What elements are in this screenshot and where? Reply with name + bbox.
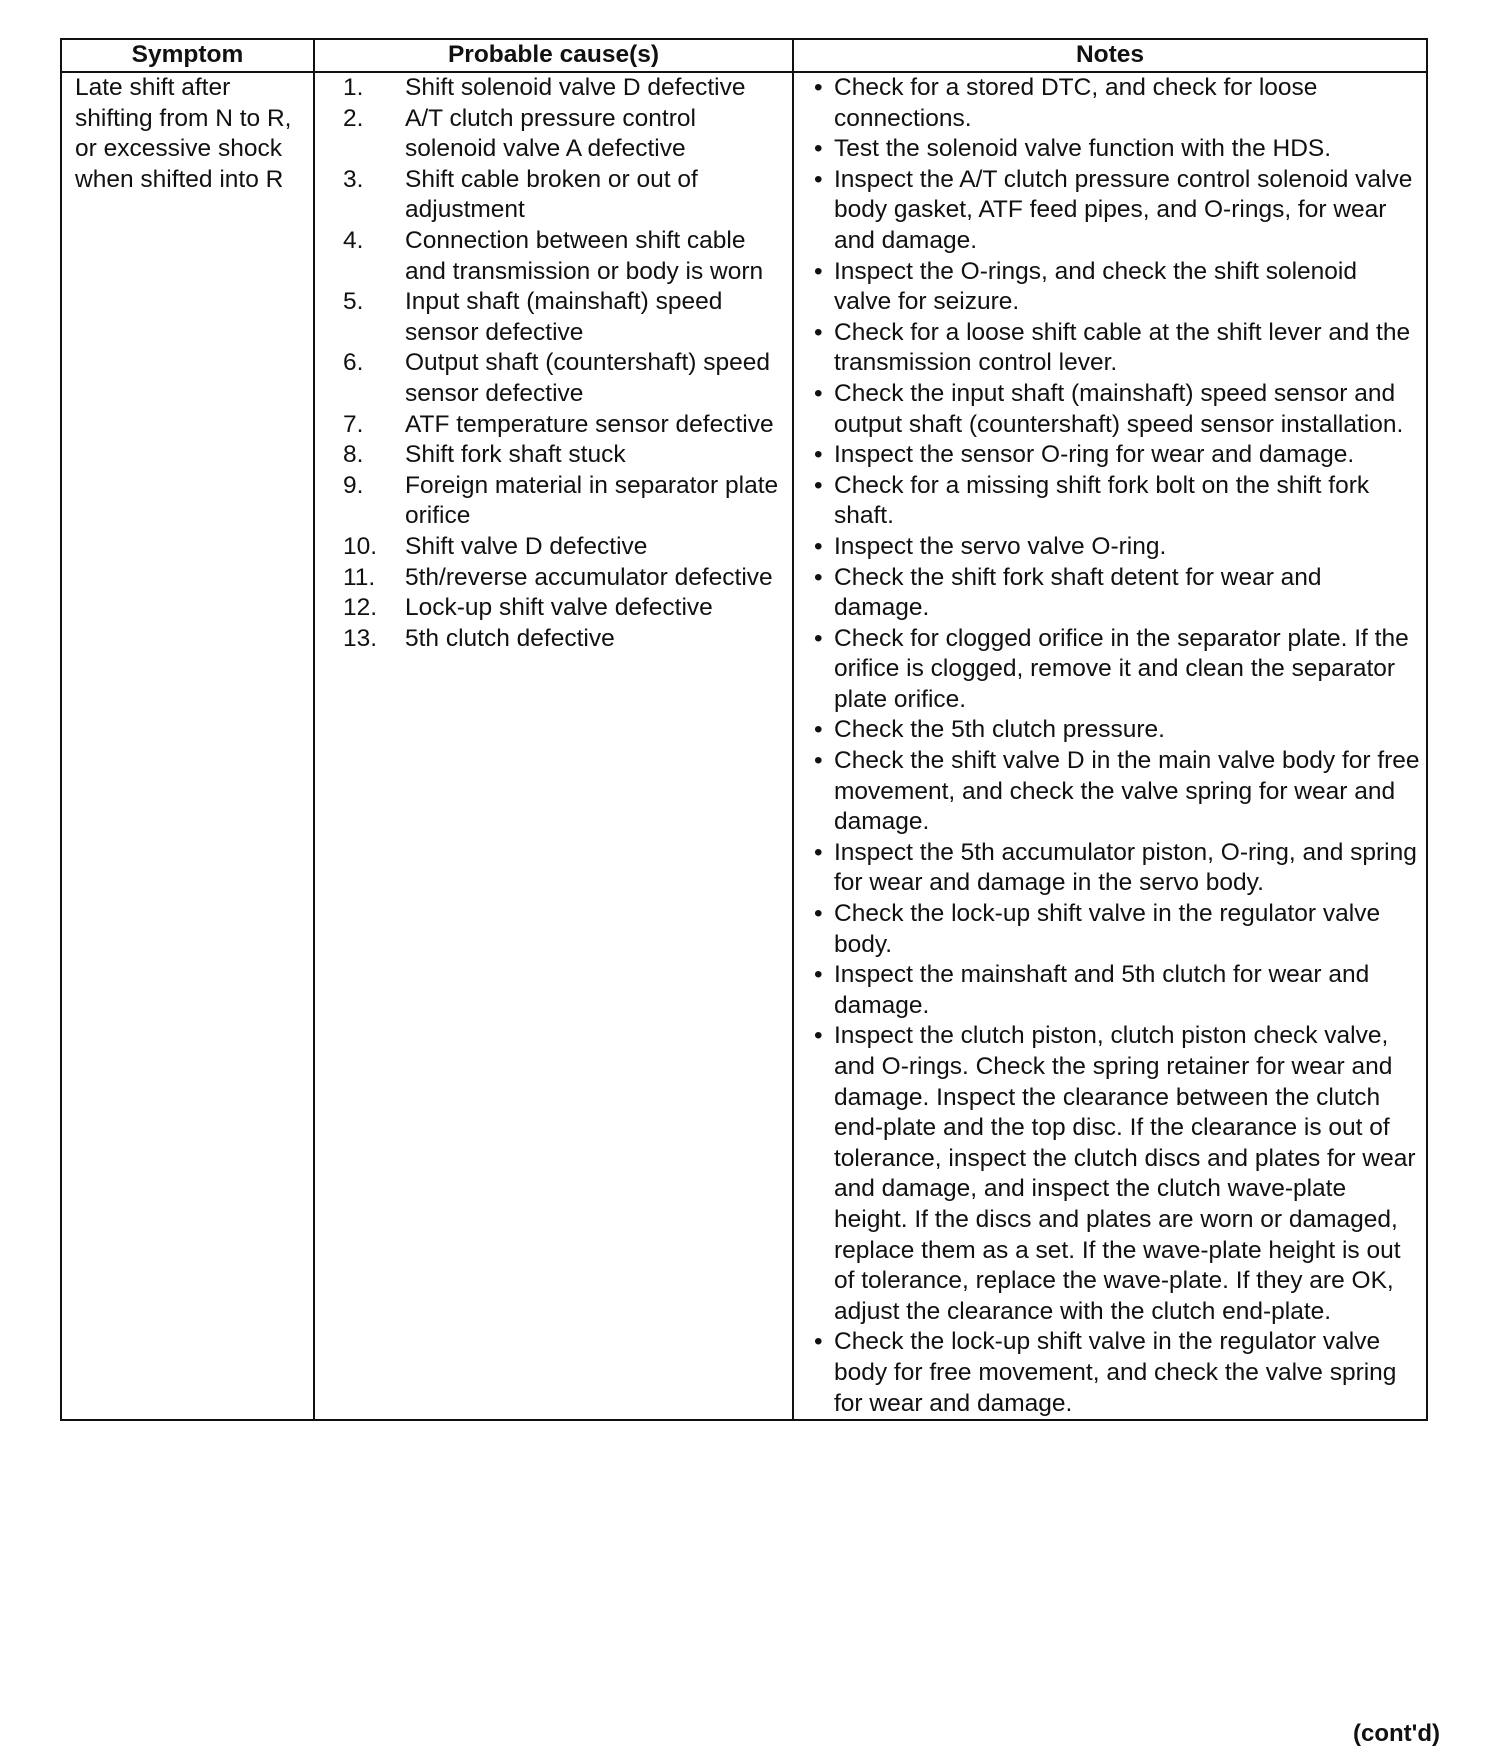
cause-number: 7. — [343, 410, 364, 438]
bullet-icon: • — [814, 624, 823, 652]
header-probable-causes: Probable cause(s) — [314, 39, 793, 72]
note-item — [794, 532, 1420, 563]
cause-number: 9. — [343, 471, 364, 499]
cause-text: Input shaft (mainshaft) speed sensor defective — [405, 288, 723, 346]
cause-item — [315, 410, 788, 441]
cause-item — [315, 471, 788, 532]
cause-text: Shift solenoid valve D defective — [405, 74, 746, 101]
note-text: Inspect the servo valve O-ring. — [834, 532, 1167, 560]
note-text: Inspect the A/T clutch pressure control solenoid valve body gasket, ATF feed pipes, and O-rings, for wear and damage. — [834, 165, 1413, 254]
cause-text: ATF temperature sensor defective — [405, 410, 774, 438]
cause-list — [315, 73, 788, 654]
cause-text: Shift valve D defective — [405, 532, 648, 560]
note-text: Check the 5th clutch pressure. — [834, 716, 1165, 744]
note-text: Inspect the O-rings, and check the shift solenoid valve for seizure. — [834, 257, 1357, 316]
note-item — [794, 563, 1420, 624]
bullet-icon: • — [814, 257, 823, 285]
note-item — [794, 318, 1420, 379]
bullet-icon: • — [814, 1328, 823, 1356]
cause-item — [315, 104, 788, 165]
bullet-icon: • — [814, 838, 823, 866]
causes-cell — [314, 72, 793, 1420]
note-item — [794, 440, 1420, 471]
table-header-row — [61, 39, 1427, 72]
note-text: Check the lock-up shift valve in the regulator valve body for free movement, and check the valve spring for wear and damage. — [834, 1328, 1397, 1417]
cause-text: 5th/reverse accumulator defective — [405, 563, 773, 591]
cause-text: Lock-up shift valve defective — [405, 594, 713, 622]
note-text: Check the shift valve D in the main valve body for free movement, and check the valve spring for wear and damage. — [834, 747, 1420, 836]
cause-item — [315, 348, 788, 409]
cause-text: Shift fork shaft stuck — [405, 441, 626, 469]
header-notes: Notes — [793, 39, 1427, 72]
note-list — [794, 73, 1420, 1419]
notes-cell — [793, 72, 1427, 1420]
continued-label: (cont'd) — [1352, 1720, 1440, 1747]
header-symptom: Symptom — [61, 39, 314, 72]
cause-number: 11. — [343, 563, 376, 591]
note-text: Check for a loose shift cable at the shift lever and the transmission control lever. — [834, 318, 1411, 377]
symptom-cell: Late shift after shifting from N to R, or excessive shock when shifted into R — [61, 72, 314, 1420]
note-item — [794, 624, 1420, 716]
note-item — [794, 1327, 1420, 1419]
bullet-icon: • — [814, 165, 823, 193]
cause-number: 12. — [343, 594, 378, 622]
bullet-icon: • — [814, 716, 823, 744]
cause-text: 5th clutch defective — [405, 624, 615, 652]
note-item — [794, 838, 1420, 899]
note-text: Inspect the mainshaft and 5th clutch for wear and damage. — [834, 961, 1370, 1019]
cause-text: A/T clutch pressure control solenoid valve A defective — [405, 104, 696, 163]
table-row — [61, 72, 1427, 1420]
note-item — [794, 379, 1420, 440]
cause-number: 6. — [343, 349, 364, 377]
cause-text: Connection between shift cable and transmission or body is worn — [405, 226, 764, 285]
note-text: Check the lock-up shift valve in the regulator valve body. — [834, 900, 1381, 958]
cause-number: 13. — [343, 624, 378, 652]
cause-text: Foreign material in separator plate orifice — [405, 471, 779, 530]
note-text: Check the input shaft (mainshaft) speed sensor and output shaft (countershaft) speed sensor installation. — [834, 379, 1404, 438]
cause-item — [315, 165, 788, 226]
bullet-icon: • — [814, 900, 823, 928]
cause-item — [315, 73, 788, 104]
cause-item — [315, 563, 788, 594]
note-item — [794, 257, 1420, 318]
note-item — [794, 746, 1420, 838]
note-item — [794, 134, 1420, 165]
cause-item — [315, 532, 788, 563]
note-text: Inspect the clutch piston, clutch piston check valve, and O-rings. Check the spring retainer for wear and damage. Inspect the clearance between the clutch end-plate and the top disc. If the clearance is out of tolerance, inspect the clutch discs and plates for wear and damage, and inspect the clutch wave-plate height. If the discs and plates are worn or damaged, replace them as a set. If the wave-plate height is out of tolerance, replace the wave-plate. If they are OK, adjust the clearance with the clutch end-plate. — [834, 1022, 1416, 1325]
troubleshooting-table — [60, 38, 1428, 1421]
note-text: Inspect the sensor O-ring for wear and damage. — [834, 441, 1355, 469]
cause-text: Shift cable broken or out of adjustment — [405, 165, 698, 224]
note-text: Check the shift fork shaft detent for wear and damage. — [834, 563, 1322, 622]
bullet-icon: • — [814, 318, 823, 346]
note-item — [794, 960, 1420, 1021]
cause-number: 4. — [343, 226, 364, 254]
cause-item — [315, 440, 788, 471]
cause-number: 5. — [343, 288, 364, 316]
bullet-icon: • — [814, 379, 823, 407]
cause-number: 2. — [343, 104, 364, 132]
cause-item — [315, 226, 788, 287]
bullet-icon: • — [814, 1022, 823, 1050]
bullet-icon: • — [814, 471, 823, 499]
note-text: Check for a missing shift fork bolt on the shift fork shaft. — [834, 471, 1370, 530]
bullet-icon: • — [814, 532, 823, 560]
note-text: Check for clogged orifice in the separator plate. If the orifice is clogged, remove it and clean the separator plate orifice. — [834, 624, 1409, 713]
bullet-icon: • — [814, 563, 823, 591]
cause-item — [315, 593, 788, 624]
cause-item — [315, 624, 788, 655]
cause-number: 8. — [343, 441, 364, 469]
cause-number: 3. — [343, 165, 364, 193]
note-item — [794, 73, 1420, 134]
note-item — [794, 1021, 1420, 1327]
cause-item — [315, 287, 788, 348]
note-item — [794, 899, 1420, 960]
cause-number: 1. — [343, 74, 364, 101]
note-text: Test the solenoid valve function with the HDS. — [834, 135, 1332, 163]
bullet-icon: • — [814, 74, 823, 101]
bullet-icon: • — [814, 135, 823, 163]
note-item — [794, 715, 1420, 746]
note-text: Inspect the 5th accumulator piston, O-ring, and spring for wear and damage in the servo body. — [834, 838, 1417, 897]
note-item — [794, 165, 1420, 257]
note-item — [794, 471, 1420, 532]
bullet-icon: • — [814, 961, 823, 989]
cause-text: Output shaft (countershaft) speed sensor defective — [405, 349, 770, 407]
cause-number: 10. — [343, 532, 378, 560]
note-text: Check for a stored DTC, and check for loose connections. — [834, 74, 1318, 132]
bullet-icon: • — [814, 747, 823, 775]
bullet-icon: • — [814, 441, 823, 469]
